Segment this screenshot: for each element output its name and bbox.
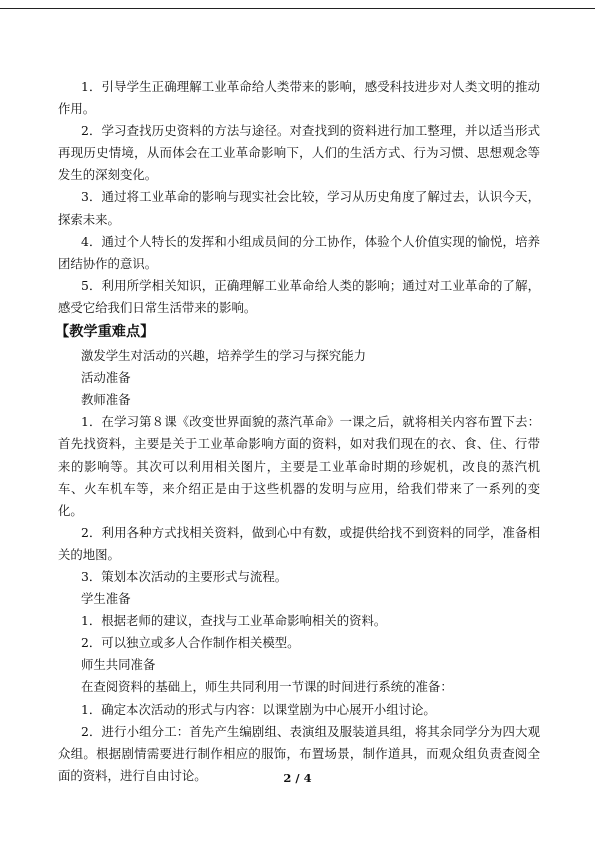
objective-1: 1．引导学生正确理解工业革命给人类带来的影响，感受科技进步对人类文明的推动作用。	[58, 79, 540, 117]
objective-5: 5．利用所学相关知识，正确理解工业革命给人类的影响；通过对工业革命的了解，感受它给我们日常生活带来的影响。	[58, 277, 540, 315]
student-prep-title: 学生准备	[81, 591, 131, 607]
activity-prep-title: 活动准备	[81, 370, 131, 386]
header-rule	[0, 8, 595, 9]
student-prep-item-2: 2．可以独立或多人合作制作相关模型。	[81, 635, 300, 651]
teacher-prep-item-3: 3．策划本次活动的主要形式与流程。	[81, 568, 288, 584]
teacher-prep-item-2: 2．利用各种方式找相关资料，做到心中有数，或提供给找不到资料的同学，准备相关的地图。	[58, 524, 540, 562]
page-number: 2 / 4	[283, 771, 312, 785]
key-points-text: 激发学生对活动的兴趣，培养学生的学习与探究能力	[81, 348, 366, 364]
joint-prep-intro: 在查阅资料的基础上，师生共同利用一节课的时间进行系统的准备：	[81, 679, 453, 695]
document-body	[55, 76, 540, 787]
objective-3: 3．通过将工业革命的影响与现实社会比较，学习从历史角度了解过去，认识今天，探索未来。	[58, 189, 540, 227]
section-heading-key-points: 【教学重难点】	[55, 324, 155, 341]
student-prep-item-1: 1．根据老师的建议，查找与工业革命影响相关的资料。	[81, 613, 387, 629]
joint-prep-title: 师生共同准备	[81, 657, 156, 673]
teacher-prep-item-1: 1．在学习第８课《改变世界面貌的蒸汽革命》一课之后，就将相关内容布置下去：首先找资料，主要是关于工业革命影响方面的资料，如对我们现在的衣、食、住、行带来的影响等。其次可以利用相关图片，主要是工业革命时期的珍妮机，改良的蒸汽机车、火车机车等，来介绍正是由于这些机器的发明与应用，给我们带来了一系列的变化。	[58, 414, 540, 518]
joint-prep-item-2: 2．进行小组分工：首先产生编剧组、表演组及服装道具组，将其余同学分为四大观众组。根据剧情需要进行制作相应的服饰，布置场景，制作道具，而观众组负责查阅全面的资料，进行自由讨论。	[58, 723, 540, 783]
objective-2: 2．学习查找历史资料的方法与途径。对查找到的资料进行加工整理，并以适当形式再现历史情境，从而体会在工业革命影响下，人们的生活方式、行为习惯、思想观念等发生的深刻变化。	[58, 123, 540, 183]
teacher-prep-title: 教师准备	[81, 392, 131, 408]
objective-4: 4．通过个人特长的发挥和小组成员间的分工协作，体验个人价值实现的愉悦，培养团结协作的意识。	[58, 233, 540, 271]
joint-prep-item-1: 1．确定本次活动的形式与内容：以课堂剧为中心展开小组讨论。	[81, 701, 436, 717]
